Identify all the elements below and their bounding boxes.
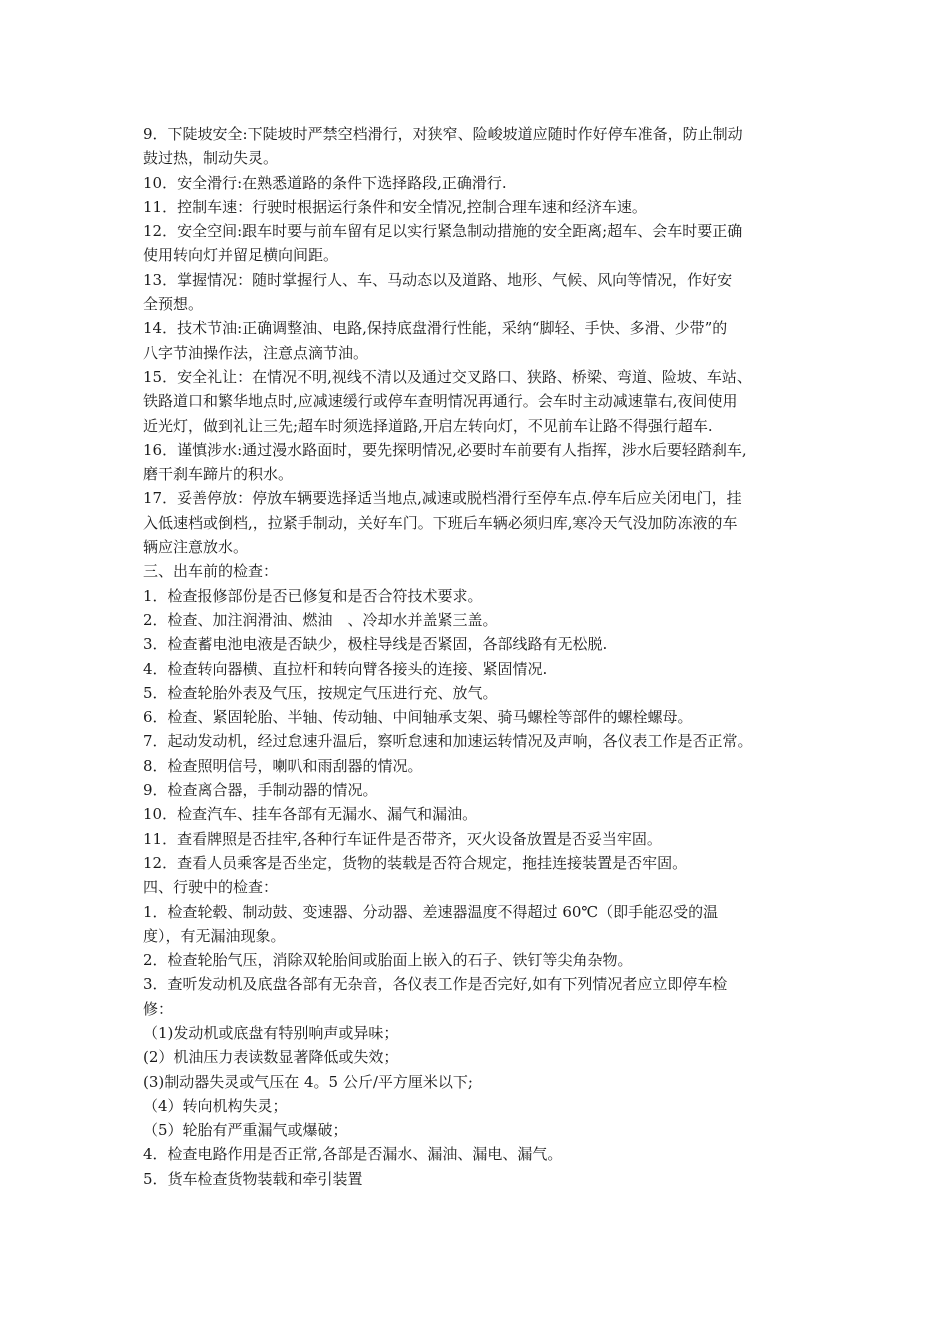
text-line: 16．谨慎涉水:通过漫水路面时，要先探明情况,必要时车前要有人指挥，涉水后要轻踏刹车,: [143, 440, 747, 459]
text-line: 度），有无漏油现象。: [143, 926, 286, 945]
text-line: 7．起动发动机，经过怠速升温后，察听怠速和加速运转情况及声响，各仪表工作是否正常。: [143, 732, 753, 751]
text-line: 2．检查、加注润滑油、燃油 、冷却水并盖紧三盖。: [143, 610, 498, 629]
text-line: 8．检查照明信号，喇叭和雨刮器的情况。: [143, 756, 423, 775]
text-line: 3．查听发动机及底盘各部有无杂音，各仪表工作是否完好,如有下列情况者应立即停车检: [143, 975, 728, 994]
text-line: 5．检查轮胎外表及气压，按规定气压进行充、放气。: [143, 683, 498, 702]
text-line: （1)发动机或底盘有特别响声或异味；: [143, 1023, 399, 1042]
text-line: 1．检查轮毂、制动鼓、变速器、分动器、差速器温度不得超过 60℃（即手能忍受的温: [143, 902, 719, 921]
text-line: (3)制动器失灵或气压在 4。5 公斤/平方厘米以下;: [143, 1072, 473, 1091]
text-line: 磨干刹车蹄片的积水。: [143, 465, 294, 484]
text-line: 3．检查蓄电池电液是否缺少，极柱导线是否紧固，各部线路有无松脱.: [143, 635, 608, 654]
text-line: 12．安全空间:跟车时要与前车留有足以实行紧急制动措施的安全距离;超车、会车时要正确: [143, 222, 743, 241]
text-line: （4）转向机构失灵；: [143, 1096, 288, 1115]
text-line: 13．掌握情况：随时掌握行人、车、马动态以及道路、地形、气候、风向等情况，作好安: [143, 270, 733, 289]
text-line: （5）轮胎有严重漏气或爆破；: [143, 1121, 348, 1140]
text-line: 八字节油操作法，注意点滴节油。: [143, 343, 369, 362]
text-line: 4．检查电路作用是否正常,各部是否漏水、漏油、漏电、漏气。: [143, 1145, 563, 1164]
text-line: 11．控制车速：行驶时根据运行条件和安全情况,控制合理车速和经济车速。: [143, 197, 647, 216]
text-line: 4．检查转向器横、直拉杆和转向臂各接头的连接、紧固情况.: [143, 659, 548, 678]
text-line: (2）机油压力表读数显著降低或失效；: [143, 1048, 399, 1067]
text-line: 9．下陡坡安全:下陡坡时严禁空档滑行，对狭窄、险峻坡道应随时作好停车准备，防止制动: [143, 125, 743, 143]
text-line: 5．货车检查货物装载和牵引装置: [143, 1169, 363, 1188]
text-line: 使用转向灯并留足横向间距。: [143, 246, 339, 265]
text-line: 11．查看牌照是否挂牢,各种行车证件是否带齐，灭火设备放置是否妥当牢固。: [143, 829, 662, 848]
text-line: 鼓过热，制动失灵。: [143, 149, 279, 168]
text-line: 修：: [143, 999, 174, 1018]
text-line: 10．安全滑行:在熟悉道路的条件下选择路段,正确滑行.: [143, 173, 507, 192]
text-line: 9．检查离合器，手制动器的情况。: [143, 781, 378, 800]
text-line: 14．技术节油:正确调整油、电路,保持底盘滑行性能，采纳“脚轻、手快、多滑、少带”的: [143, 319, 728, 338]
text-line: 近光灯，做到礼让三先;超车时须选择道路,开启左转向灯，不见前车让路不得强行超车.: [143, 416, 713, 435]
text-line: 6．检查、紧固轮胎、半轴、传动轴、中间轴承支架、骑马螺栓等部件的螺栓螺母。: [143, 708, 693, 727]
text-line: 四、行驶中的检查：: [143, 878, 279, 897]
text-line: 辆应注意放水。: [143, 538, 249, 557]
text-line: 15．安全礼让：在情况不明,视线不清以及通过交叉路口、狭路、桥梁、弯道、险坡、车站、: [143, 367, 752, 386]
text-line: 三、出车前的检查：: [143, 562, 279, 581]
text-line: 2．检查轮胎气压，消除双轮胎间或胎面上嵌入的石子、铁钉等尖角杂物。: [143, 951, 633, 970]
text-line: 全预想。: [143, 295, 204, 314]
document-page: [143, 122, 823, 1191]
text-line: 铁路道口和繁华地点时,应减速缓行或停车查明情况再通行。会车时主动减速靠右,夜间使用: [143, 392, 738, 411]
text-line: 入低速档或倒档,，拉紧手制动，关好车门。下班后车辆必须归库,寒冷天气没加防冻液的车: [143, 513, 738, 532]
text-line: 10．检查汽车、挂车各部有无漏水、漏气和漏油。: [143, 805, 478, 824]
text-line: 17．妥善停放：停放车辆要选择适当地点,减速或脱档滑行至停车点.停车后应关闭电门，挂: [143, 489, 742, 508]
text-line: 1．检查报修部份是否已修复和是否合符技术要求。: [143, 586, 483, 605]
text-line: 12．查看人员乘客是否坐定，货物的装载是否符合规定，拖挂连接装置是否牢固。: [143, 853, 688, 872]
